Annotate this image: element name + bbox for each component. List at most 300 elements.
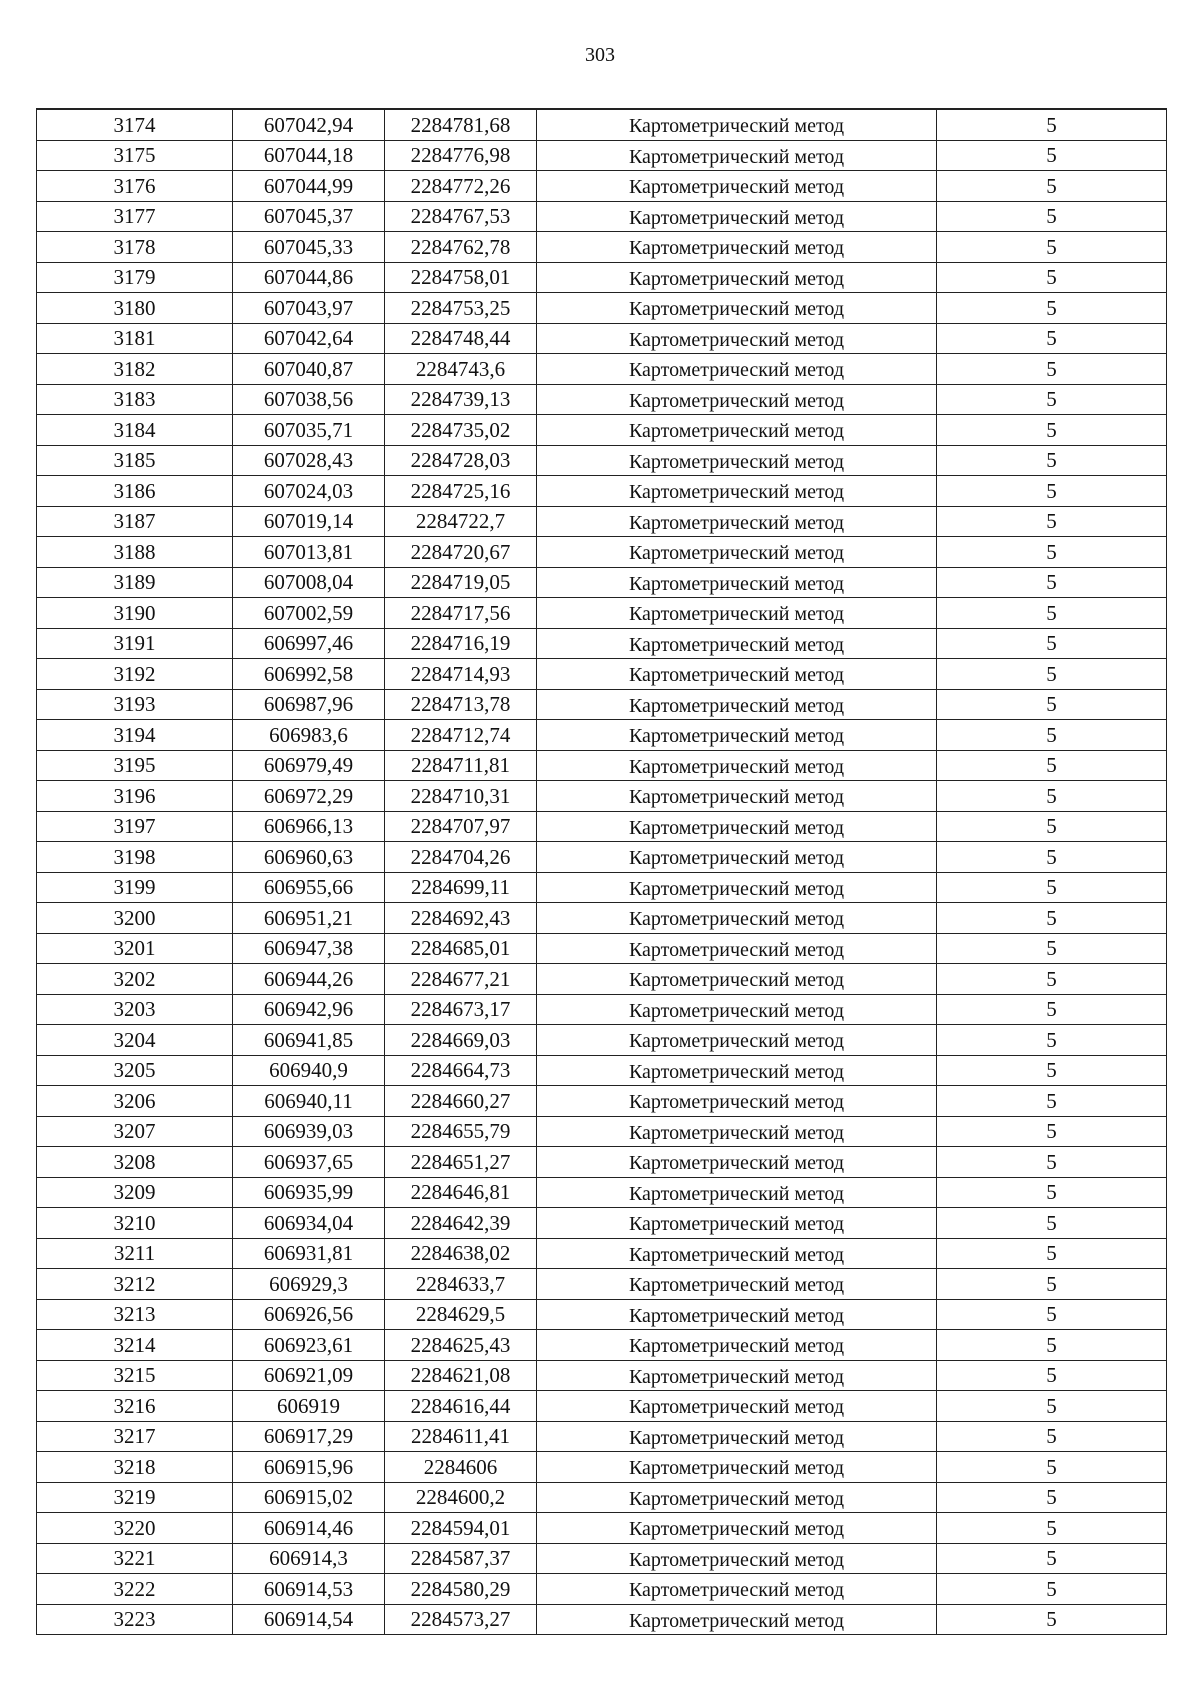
point-number-cell: 3207 <box>37 1116 233 1147</box>
table-row <box>37 1208 1167 1239</box>
y-coordinate-cell: 2284629,5 <box>385 1299 537 1330</box>
accuracy-cell: 5 <box>937 109 1167 140</box>
method-cell: Картометрический метод <box>537 964 937 995</box>
x-coordinate-cell: 607043,97 <box>233 293 385 324</box>
table-row <box>37 262 1167 293</box>
x-coordinate-cell: 606931,81 <box>233 1238 385 1269</box>
point-number-cell: 3203 <box>37 994 233 1025</box>
table-row <box>37 476 1167 507</box>
point-number-cell: 3187 <box>37 506 233 537</box>
x-coordinate-cell: 607040,87 <box>233 354 385 385</box>
point-number-cell: 3219 <box>37 1482 233 1513</box>
accuracy-cell: 5 <box>937 171 1167 202</box>
method-cell: Картометрический метод <box>537 811 937 842</box>
page-number: 303 <box>585 44 615 66</box>
accuracy-cell: 5 <box>937 201 1167 232</box>
y-coordinate-cell: 2284606 <box>385 1452 537 1483</box>
x-coordinate-cell: 607045,37 <box>233 201 385 232</box>
point-number-cell: 3180 <box>37 293 233 324</box>
accuracy-cell: 5 <box>937 1543 1167 1574</box>
x-coordinate-cell: 606940,11 <box>233 1086 385 1117</box>
y-coordinate-cell: 2284704,26 <box>385 842 537 873</box>
point-number-cell: 3182 <box>37 354 233 385</box>
accuracy-cell: 5 <box>937 628 1167 659</box>
y-coordinate-cell: 2284776,98 <box>385 140 537 171</box>
x-coordinate-cell: 607042,64 <box>233 323 385 354</box>
x-coordinate-cell: 607045,33 <box>233 232 385 263</box>
point-number-cell: 3213 <box>37 1299 233 1330</box>
y-coordinate-cell: 2284713,78 <box>385 689 537 720</box>
point-number-cell: 3185 <box>37 445 233 476</box>
x-coordinate-cell: 606915,96 <box>233 1452 385 1483</box>
point-number-cell: 3220 <box>37 1513 233 1544</box>
accuracy-cell: 5 <box>937 689 1167 720</box>
accuracy-cell: 5 <box>937 1299 1167 1330</box>
method-cell: Картометрический метод <box>537 445 937 476</box>
accuracy-cell: 5 <box>937 415 1167 446</box>
method-cell: Картометрический метод <box>537 201 937 232</box>
y-coordinate-cell: 2284655,79 <box>385 1116 537 1147</box>
accuracy-cell: 5 <box>937 262 1167 293</box>
accuracy-cell: 5 <box>937 659 1167 690</box>
point-number-cell: 3214 <box>37 1330 233 1361</box>
table-row <box>37 1147 1167 1178</box>
y-coordinate-cell: 2284722,7 <box>385 506 537 537</box>
y-coordinate-cell: 2284625,43 <box>385 1330 537 1361</box>
y-coordinate-cell: 2284728,03 <box>385 445 537 476</box>
y-coordinate-cell: 2284707,97 <box>385 811 537 842</box>
y-coordinate-cell: 2284711,81 <box>385 750 537 781</box>
method-cell: Картометрический метод <box>537 842 937 873</box>
point-number-cell: 3188 <box>37 537 233 568</box>
x-coordinate-cell: 607028,43 <box>233 445 385 476</box>
method-cell: Картометрический метод <box>537 1360 937 1391</box>
y-coordinate-cell: 2284616,44 <box>385 1391 537 1422</box>
y-coordinate-cell: 2284642,39 <box>385 1208 537 1239</box>
method-cell: Картометрический метод <box>537 598 937 629</box>
x-coordinate-cell: 606939,03 <box>233 1116 385 1147</box>
accuracy-cell: 5 <box>937 445 1167 476</box>
method-cell: Картометрический метод <box>537 903 937 934</box>
y-coordinate-cell: 2284725,16 <box>385 476 537 507</box>
point-number-cell: 3178 <box>37 232 233 263</box>
x-coordinate-cell: 606914,53 <box>233 1574 385 1605</box>
point-number-cell: 3179 <box>37 262 233 293</box>
accuracy-cell: 5 <box>937 1482 1167 1513</box>
accuracy-cell: 5 <box>937 933 1167 964</box>
table-row <box>37 1238 1167 1269</box>
point-number-cell: 3222 <box>37 1574 233 1605</box>
accuracy-cell: 5 <box>937 293 1167 324</box>
accuracy-cell: 5 <box>937 476 1167 507</box>
y-coordinate-cell: 2284692,43 <box>385 903 537 934</box>
point-number-cell: 3204 <box>37 1025 233 1056</box>
table-row <box>37 323 1167 354</box>
table-row <box>37 537 1167 568</box>
method-cell: Картометрический метод <box>537 1147 937 1178</box>
point-number-cell: 3183 <box>37 384 233 415</box>
method-cell: Картометрический метод <box>537 415 937 446</box>
method-cell: Картометрический метод <box>537 1604 937 1635</box>
y-coordinate-cell: 2284573,27 <box>385 1604 537 1635</box>
accuracy-cell: 5 <box>937 1452 1167 1483</box>
method-cell: Картометрический метод <box>537 262 937 293</box>
method-cell: Картометрический метод <box>537 1330 937 1361</box>
y-coordinate-cell: 2284710,31 <box>385 781 537 812</box>
x-coordinate-cell: 607002,59 <box>233 598 385 629</box>
table-row <box>37 659 1167 690</box>
table-row <box>37 750 1167 781</box>
table-row <box>37 1391 1167 1422</box>
x-coordinate-cell: 606914,54 <box>233 1604 385 1635</box>
method-cell: Картометрический метод <box>537 659 937 690</box>
accuracy-cell: 5 <box>937 232 1167 263</box>
table-row <box>37 201 1167 232</box>
method-cell: Картометрический метод <box>537 1025 937 1056</box>
table-row <box>37 1543 1167 1574</box>
accuracy-cell: 5 <box>937 750 1167 781</box>
point-number-cell: 3193 <box>37 689 233 720</box>
accuracy-cell: 5 <box>937 1269 1167 1300</box>
x-coordinate-cell: 607013,81 <box>233 537 385 568</box>
accuracy-cell: 5 <box>937 994 1167 1025</box>
point-number-cell: 3210 <box>37 1208 233 1239</box>
table-row <box>37 109 1167 140</box>
x-coordinate-cell: 606937,65 <box>233 1147 385 1178</box>
accuracy-cell: 5 <box>937 537 1167 568</box>
point-number-cell: 3186 <box>37 476 233 507</box>
point-number-cell: 3217 <box>37 1421 233 1452</box>
table-row <box>37 1086 1167 1117</box>
method-cell: Картометрический метод <box>537 384 937 415</box>
method-cell: Картометрический метод <box>537 628 937 659</box>
table-row <box>37 171 1167 202</box>
method-cell: Картометрический метод <box>537 1116 937 1147</box>
y-coordinate-cell: 2284685,01 <box>385 933 537 964</box>
table-row <box>37 1452 1167 1483</box>
x-coordinate-cell: 606923,61 <box>233 1330 385 1361</box>
accuracy-cell: 5 <box>937 1391 1167 1422</box>
table-row <box>37 1513 1167 1544</box>
method-cell: Картометрический метод <box>537 933 937 964</box>
y-coordinate-cell: 2284580,29 <box>385 1574 537 1605</box>
point-number-cell: 3189 <box>37 567 233 598</box>
method-cell: Картометрический метод <box>537 1299 937 1330</box>
method-cell: Картометрический метод <box>537 323 937 354</box>
method-cell: Картометрический метод <box>537 994 937 1025</box>
x-coordinate-cell: 606966,13 <box>233 811 385 842</box>
y-coordinate-cell: 2284753,25 <box>385 293 537 324</box>
method-cell: Картометрический метод <box>537 1055 937 1086</box>
table-row <box>37 1482 1167 1513</box>
y-coordinate-cell: 2284633,7 <box>385 1269 537 1300</box>
coordinates-table <box>36 108 1167 1635</box>
accuracy-cell: 5 <box>937 903 1167 934</box>
method-cell: Картометрический метод <box>537 354 937 385</box>
accuracy-cell: 5 <box>937 1574 1167 1605</box>
y-coordinate-cell: 2284743,6 <box>385 354 537 385</box>
point-number-cell: 3212 <box>37 1269 233 1300</box>
y-coordinate-cell: 2284739,13 <box>385 384 537 415</box>
accuracy-cell: 5 <box>937 598 1167 629</box>
x-coordinate-cell: 606955,66 <box>233 872 385 903</box>
method-cell: Картометрический метод <box>537 720 937 751</box>
x-coordinate-cell: 606951,21 <box>233 903 385 934</box>
method-cell: Картометрический метод <box>537 537 937 568</box>
accuracy-cell: 5 <box>937 1604 1167 1635</box>
table-row <box>37 1604 1167 1635</box>
method-cell: Картометрический метод <box>537 506 937 537</box>
accuracy-cell: 5 <box>937 842 1167 873</box>
x-coordinate-cell: 607044,99 <box>233 171 385 202</box>
method-cell: Картометрический метод <box>537 293 937 324</box>
y-coordinate-cell: 2284638,02 <box>385 1238 537 1269</box>
x-coordinate-cell: 607008,04 <box>233 567 385 598</box>
method-cell: Картометрический метод <box>537 232 937 263</box>
table-row <box>37 689 1167 720</box>
point-number-cell: 3190 <box>37 598 233 629</box>
method-cell: Картометрический метод <box>537 476 937 507</box>
x-coordinate-cell: 607019,14 <box>233 506 385 537</box>
point-number-cell: 3209 <box>37 1177 233 1208</box>
accuracy-cell: 5 <box>937 506 1167 537</box>
method-cell: Картометрический метод <box>537 1543 937 1574</box>
method-cell: Картометрический метод <box>537 109 937 140</box>
y-coordinate-cell: 2284669,03 <box>385 1025 537 1056</box>
x-coordinate-cell: 606983,6 <box>233 720 385 751</box>
x-coordinate-cell: 606947,38 <box>233 933 385 964</box>
table-body <box>37 109 1167 1635</box>
y-coordinate-cell: 2284600,2 <box>385 1482 537 1513</box>
point-number-cell: 3205 <box>37 1055 233 1086</box>
y-coordinate-cell: 2284781,68 <box>385 109 537 140</box>
y-coordinate-cell: 2284611,41 <box>385 1421 537 1452</box>
point-number-cell: 3181 <box>37 323 233 354</box>
y-coordinate-cell: 2284660,27 <box>385 1086 537 1117</box>
method-cell: Картометрический метод <box>537 1269 937 1300</box>
accuracy-cell: 5 <box>937 964 1167 995</box>
x-coordinate-cell: 607024,03 <box>233 476 385 507</box>
accuracy-cell: 5 <box>937 1025 1167 1056</box>
y-coordinate-cell: 2284717,56 <box>385 598 537 629</box>
method-cell: Картометрический метод <box>537 1238 937 1269</box>
accuracy-cell: 5 <box>937 1238 1167 1269</box>
table-row <box>37 384 1167 415</box>
point-number-cell: 3201 <box>37 933 233 964</box>
point-number-cell: 3196 <box>37 781 233 812</box>
x-coordinate-cell: 606929,3 <box>233 1269 385 1300</box>
table-row <box>37 933 1167 964</box>
x-coordinate-cell: 607038,56 <box>233 384 385 415</box>
y-coordinate-cell: 2284720,67 <box>385 537 537 568</box>
method-cell: Картометрический метод <box>537 689 937 720</box>
x-coordinate-cell: 607042,94 <box>233 109 385 140</box>
method-cell: Картометрический метод <box>537 872 937 903</box>
table-row <box>37 994 1167 1025</box>
method-cell: Картометрический метод <box>537 140 937 171</box>
method-cell: Картометрический метод <box>537 1086 937 1117</box>
point-number-cell: 3202 <box>37 964 233 995</box>
x-coordinate-cell: 606935,99 <box>233 1177 385 1208</box>
accuracy-cell: 5 <box>937 1086 1167 1117</box>
y-coordinate-cell: 2284677,21 <box>385 964 537 995</box>
method-cell: Картометрический метод <box>537 1421 937 1452</box>
x-coordinate-cell: 606992,58 <box>233 659 385 690</box>
point-number-cell: 3200 <box>37 903 233 934</box>
y-coordinate-cell: 2284651,27 <box>385 1147 537 1178</box>
accuracy-cell: 5 <box>937 140 1167 171</box>
accuracy-cell: 5 <box>937 1055 1167 1086</box>
accuracy-cell: 5 <box>937 1421 1167 1452</box>
x-coordinate-cell: 606942,96 <box>233 994 385 1025</box>
point-number-cell: 3175 <box>37 140 233 171</box>
y-coordinate-cell: 2284587,37 <box>385 1543 537 1574</box>
accuracy-cell: 5 <box>937 720 1167 751</box>
point-number-cell: 3198 <box>37 842 233 873</box>
accuracy-cell: 5 <box>937 1513 1167 1544</box>
method-cell: Картометрический метод <box>537 1482 937 1513</box>
point-number-cell: 3191 <box>37 628 233 659</box>
accuracy-cell: 5 <box>937 384 1167 415</box>
point-number-cell: 3199 <box>37 872 233 903</box>
table-row <box>37 1330 1167 1361</box>
y-coordinate-cell: 2284673,17 <box>385 994 537 1025</box>
table-row <box>37 1025 1167 1056</box>
method-cell: Картометрический метод <box>537 1177 937 1208</box>
y-coordinate-cell: 2284767,53 <box>385 201 537 232</box>
accuracy-cell: 5 <box>937 323 1167 354</box>
y-coordinate-cell: 2284646,81 <box>385 1177 537 1208</box>
x-coordinate-cell: 606919 <box>233 1391 385 1422</box>
accuracy-cell: 5 <box>937 781 1167 812</box>
method-cell: Картометрический метод <box>537 1513 937 1544</box>
x-coordinate-cell: 606940,9 <box>233 1055 385 1086</box>
method-cell: Картометрический метод <box>537 1452 937 1483</box>
x-coordinate-cell: 606972,29 <box>233 781 385 812</box>
point-number-cell: 3195 <box>37 750 233 781</box>
y-coordinate-cell: 2284664,73 <box>385 1055 537 1086</box>
table-row <box>37 445 1167 476</box>
table-row <box>37 598 1167 629</box>
y-coordinate-cell: 2284716,19 <box>385 628 537 659</box>
accuracy-cell: 5 <box>937 1360 1167 1391</box>
y-coordinate-cell: 2284712,74 <box>385 720 537 751</box>
y-coordinate-cell: 2284621,08 <box>385 1360 537 1391</box>
table-row <box>37 1299 1167 1330</box>
point-number-cell: 3223 <box>37 1604 233 1635</box>
table-row <box>37 1055 1167 1086</box>
table-row <box>37 232 1167 263</box>
accuracy-cell: 5 <box>937 872 1167 903</box>
x-coordinate-cell: 606997,46 <box>233 628 385 659</box>
table-row <box>37 964 1167 995</box>
table-row <box>37 1177 1167 1208</box>
point-number-cell: 3177 <box>37 201 233 232</box>
point-number-cell: 3221 <box>37 1543 233 1574</box>
method-cell: Картометрический метод <box>537 567 937 598</box>
table-row <box>37 567 1167 598</box>
table-row <box>37 720 1167 751</box>
table-row <box>37 293 1167 324</box>
y-coordinate-cell: 2284714,93 <box>385 659 537 690</box>
x-coordinate-cell: 606934,04 <box>233 1208 385 1239</box>
table-row <box>37 1269 1167 1300</box>
y-coordinate-cell: 2284594,01 <box>385 1513 537 1544</box>
table-row <box>37 842 1167 873</box>
point-number-cell: 3208 <box>37 1147 233 1178</box>
x-coordinate-cell: 606926,56 <box>233 1299 385 1330</box>
x-coordinate-cell: 606987,96 <box>233 689 385 720</box>
y-coordinate-cell: 2284758,01 <box>385 262 537 293</box>
x-coordinate-cell: 606979,49 <box>233 750 385 781</box>
accuracy-cell: 5 <box>937 1208 1167 1239</box>
accuracy-cell: 5 <box>937 811 1167 842</box>
table-row <box>37 1574 1167 1605</box>
accuracy-cell: 5 <box>937 1330 1167 1361</box>
method-cell: Картометрический метод <box>537 171 937 202</box>
point-number-cell: 3197 <box>37 811 233 842</box>
point-number-cell: 3174 <box>37 109 233 140</box>
accuracy-cell: 5 <box>937 354 1167 385</box>
point-number-cell: 3206 <box>37 1086 233 1117</box>
x-coordinate-cell: 606944,26 <box>233 964 385 995</box>
table-row <box>37 781 1167 812</box>
point-number-cell: 3216 <box>37 1391 233 1422</box>
table-row <box>37 811 1167 842</box>
point-number-cell: 3184 <box>37 415 233 446</box>
table-row <box>37 415 1167 446</box>
x-coordinate-cell: 606915,02 <box>233 1482 385 1513</box>
table-row <box>37 1116 1167 1147</box>
y-coordinate-cell: 2284719,05 <box>385 567 537 598</box>
method-cell: Картометрический метод <box>537 1208 937 1239</box>
x-coordinate-cell: 606960,63 <box>233 842 385 873</box>
table-row <box>37 628 1167 659</box>
accuracy-cell: 5 <box>937 1116 1167 1147</box>
point-number-cell: 3194 <box>37 720 233 751</box>
x-coordinate-cell: 607035,71 <box>233 415 385 446</box>
method-cell: Картометрический метод <box>537 750 937 781</box>
table-row <box>37 903 1167 934</box>
method-cell: Картометрический метод <box>537 1574 937 1605</box>
y-coordinate-cell: 2284762,78 <box>385 232 537 263</box>
x-coordinate-cell: 606941,85 <box>233 1025 385 1056</box>
point-number-cell: 3215 <box>37 1360 233 1391</box>
table-row <box>37 354 1167 385</box>
point-number-cell: 3192 <box>37 659 233 690</box>
table-row <box>37 872 1167 903</box>
method-cell: Картометрический метод <box>537 781 937 812</box>
table-row <box>37 506 1167 537</box>
x-coordinate-cell: 607044,18 <box>233 140 385 171</box>
x-coordinate-cell: 606917,29 <box>233 1421 385 1452</box>
table-row <box>37 1360 1167 1391</box>
x-coordinate-cell: 607044,86 <box>233 262 385 293</box>
point-number-cell: 3218 <box>37 1452 233 1483</box>
x-coordinate-cell: 606914,46 <box>233 1513 385 1544</box>
point-number-cell: 3211 <box>37 1238 233 1269</box>
y-coordinate-cell: 2284735,02 <box>385 415 537 446</box>
accuracy-cell: 5 <box>937 1177 1167 1208</box>
table-row <box>37 140 1167 171</box>
y-coordinate-cell: 2284699,11 <box>385 872 537 903</box>
y-coordinate-cell: 2284772,26 <box>385 171 537 202</box>
method-cell: Картометрический метод <box>537 1391 937 1422</box>
x-coordinate-cell: 606914,3 <box>233 1543 385 1574</box>
x-coordinate-cell: 606921,09 <box>233 1360 385 1391</box>
accuracy-cell: 5 <box>937 567 1167 598</box>
table-row <box>37 1421 1167 1452</box>
